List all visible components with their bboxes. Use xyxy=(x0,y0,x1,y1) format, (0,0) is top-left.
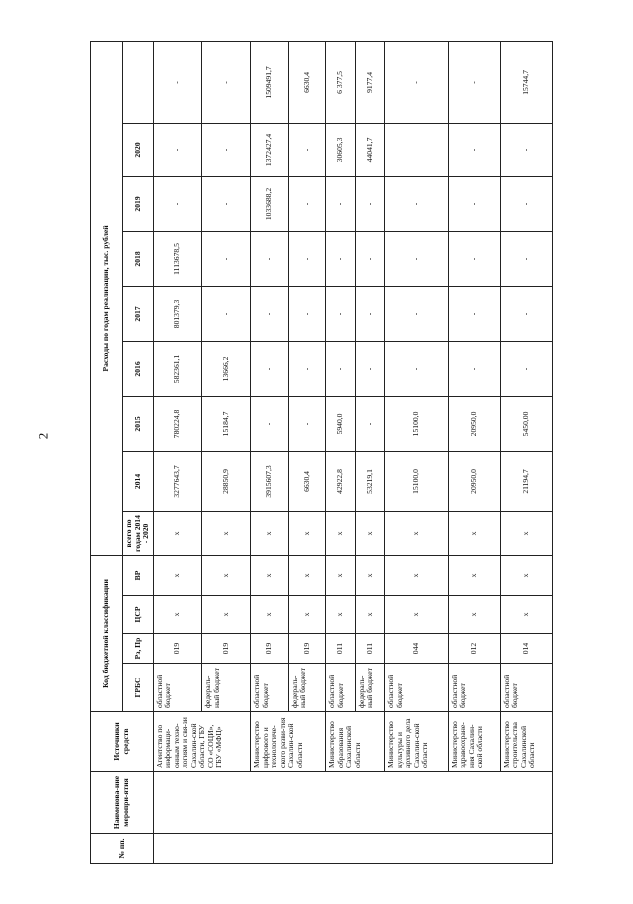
cell-2014: 5940,0 xyxy=(326,396,355,451)
cell-2015: - xyxy=(288,341,325,396)
cell-2016: - xyxy=(251,286,288,341)
cell-vr: x xyxy=(448,511,500,555)
cell-grbs: 019 xyxy=(288,634,325,664)
cell-source: областной бюджет xyxy=(448,664,500,712)
cell-2015: - xyxy=(500,341,552,396)
header-empty xyxy=(123,41,154,123)
cell-2017: 1113678,5 xyxy=(153,231,202,286)
table-row xyxy=(153,41,202,863)
cell-source: федераль-ный бюджет xyxy=(288,664,325,712)
cell-rz: x xyxy=(500,596,552,634)
table-row xyxy=(500,41,552,863)
cell-rz: x xyxy=(288,596,325,634)
header-rz-pr: Рз, Пр xyxy=(123,634,154,664)
cell-2014: - xyxy=(288,396,325,451)
cell-2020: 6 377,5 xyxy=(326,41,355,123)
cell-2018: - xyxy=(153,176,202,231)
cell-2015: - xyxy=(385,341,449,396)
cell-2020: 9177,4 xyxy=(355,41,384,123)
cell-executor: Министерство цифрового и технологиче-ского разви-тия Сахалин-ской области xyxy=(251,712,326,772)
cell-source: областной бюджет xyxy=(326,664,355,712)
cell-2019: - xyxy=(153,123,202,176)
cell-2014: 20950,0 xyxy=(448,396,500,451)
cell-grbs: 044 xyxy=(385,634,449,664)
cell-2017: - xyxy=(355,231,384,286)
cell-executor: Министерство здравоохране-ния Сахалин-ской области xyxy=(448,712,500,772)
cell-executor: Агентство по информаци-онным техно-логиям и свя-зи Сахалин-ской области, ГБУ СО «СОЦИ», ГБУ «МФЦ» xyxy=(153,712,251,772)
cell-2015: 582361,1 xyxy=(153,341,202,396)
cell-2014: 15100,0 xyxy=(385,396,449,451)
cell-vr: x xyxy=(326,511,355,555)
cell-csr: x xyxy=(448,555,500,595)
cell-vr: x xyxy=(288,511,325,555)
header-vr: ВР xyxy=(123,555,154,595)
cell-csr: x xyxy=(385,555,449,595)
table-row xyxy=(251,41,288,863)
cell-vr: x xyxy=(251,511,288,555)
cell-2017: - xyxy=(326,231,355,286)
header-total: всего по годам 2014 - 2020 xyxy=(123,511,154,555)
cell-vr: x xyxy=(500,511,552,555)
cell-grbs: 011 xyxy=(326,634,355,664)
header-year-2018: 2018 xyxy=(123,231,154,286)
header-year-2020: 2020 xyxy=(123,123,154,176)
cell-2019: 30605,3 xyxy=(326,123,355,176)
cell-vr: x xyxy=(153,511,202,555)
cell-executor: Министерство образования Сахалинской области xyxy=(326,712,385,772)
cell-2017: - xyxy=(251,231,288,286)
table-row xyxy=(385,41,449,863)
table-row xyxy=(326,41,355,863)
cell-2016: - xyxy=(355,286,384,341)
cell-grbs: 019 xyxy=(153,634,202,664)
cell-2020: - xyxy=(448,41,500,123)
header-name: Наименова-ние меропри-ятия xyxy=(91,772,154,834)
cell-total: 3915607,3 xyxy=(251,451,288,511)
cell-2020: - xyxy=(202,41,251,123)
header-budget-code: Код бюджетной классификации xyxy=(91,555,123,711)
table-row xyxy=(448,41,500,863)
cell-2018: - xyxy=(326,176,355,231)
cell-2017: - xyxy=(202,231,251,286)
cell-2016: - xyxy=(500,286,552,341)
cell-2018: - xyxy=(448,176,500,231)
cell-2016: - xyxy=(202,286,251,341)
cell-csr: x xyxy=(251,555,288,595)
cell-vr: x xyxy=(385,511,449,555)
header-year-2016: 2016 xyxy=(123,341,154,396)
cell-rz: x xyxy=(448,596,500,634)
cell-rz: x xyxy=(153,596,202,634)
cell-2018: 1033688,2 xyxy=(251,176,288,231)
header-expenses: Расходы по годам реализации, тыс. рублей xyxy=(91,41,123,555)
cell-2020: 6630,4 xyxy=(288,41,325,123)
cell-2019: - xyxy=(448,123,500,176)
cell-2019: - xyxy=(288,123,325,176)
cell-grbs: 014 xyxy=(500,634,552,664)
header-year-2019: 2019 xyxy=(123,176,154,231)
cell-2014: 780224,8 xyxy=(153,396,202,451)
cell-grbs: 019 xyxy=(202,634,251,664)
cell-2016: - xyxy=(385,286,449,341)
cell-2018: - xyxy=(385,176,449,231)
cell-2014: - xyxy=(251,396,288,451)
cell-2016: - xyxy=(448,286,500,341)
cell-total: 6630,4 xyxy=(288,451,325,511)
header-year-2017: 2017 xyxy=(123,286,154,341)
cell-vr: x xyxy=(202,511,251,555)
cell-rz: x xyxy=(251,596,288,634)
cell-total: 53219,1 xyxy=(355,451,384,511)
page-number: 2 xyxy=(35,432,51,440)
header-row xyxy=(91,41,123,863)
cell-csr: x xyxy=(153,555,202,595)
cell-2019: - xyxy=(500,123,552,176)
cell-2016: - xyxy=(326,286,355,341)
cell-2020: - xyxy=(153,41,202,123)
cell-grbs: 019 xyxy=(251,634,288,664)
cell-2020: 15744,7 xyxy=(500,41,552,123)
header-grbs: ГРБС xyxy=(123,664,154,712)
rotated-table-wrapper xyxy=(90,42,553,864)
cell-2016: 801379,3 xyxy=(153,286,202,341)
header-year-2014: 2014 xyxy=(123,451,154,511)
cell-total: 28850,9 xyxy=(202,451,251,511)
cell-2019: 44041,7 xyxy=(355,123,384,176)
cell-source: федераль-ный бюджет xyxy=(355,664,384,712)
header-csr: ЦСР xyxy=(123,596,154,634)
cell-total: 3277643,7 xyxy=(153,451,202,511)
cell-2017: - xyxy=(448,231,500,286)
cell-2015: - xyxy=(326,341,355,396)
cell-2015: - xyxy=(355,341,384,396)
cell-no xyxy=(153,834,553,864)
budget-table xyxy=(90,41,553,864)
cell-executor: Министерство строительства Сахалинской области xyxy=(500,712,552,772)
cell-rz: x xyxy=(355,596,384,634)
cell-2018: - xyxy=(288,176,325,231)
cell-2019: 1372427,4 xyxy=(251,123,288,176)
cell-total: 42922,8 xyxy=(326,451,355,511)
cell-2015: - xyxy=(448,341,500,396)
header-sources: Источники средств xyxy=(91,712,154,772)
cell-csr: x xyxy=(202,555,251,595)
cell-2014: 5450,00 xyxy=(500,396,552,451)
cell-total: 15100,0 xyxy=(385,451,449,511)
cell-vr: x xyxy=(355,511,384,555)
cell-source: федераль-ный бюджет xyxy=(202,664,251,712)
cell-csr: x xyxy=(326,555,355,595)
cell-total: 21194,7 xyxy=(500,451,552,511)
cell-2020: 1509491,7 xyxy=(251,41,288,123)
cell-source: областной бюджет xyxy=(500,664,552,712)
cell-executor: Министерство культуры и архивного дела Сахалин-ской области xyxy=(385,712,449,772)
cell-2017: - xyxy=(288,231,325,286)
cell-total: 20950,0 xyxy=(448,451,500,511)
header-year-2015: 2015 xyxy=(123,396,154,451)
cell-rz: x xyxy=(202,596,251,634)
cell-2018: - xyxy=(202,176,251,231)
cell-csr: x xyxy=(355,555,384,595)
cell-2018: - xyxy=(355,176,384,231)
cell-rz: x xyxy=(385,596,449,634)
cell-rz: x xyxy=(326,596,355,634)
cell-source: областной бюджет xyxy=(385,664,449,712)
cell-2017: - xyxy=(385,231,449,286)
cell-csr: x xyxy=(288,555,325,595)
cell-grbs: 011 xyxy=(355,634,384,664)
cell-2016: - xyxy=(288,286,325,341)
header-no: № пп. xyxy=(91,834,154,864)
cell-2018: - xyxy=(500,176,552,231)
cell-measure-name xyxy=(153,772,553,834)
cell-grbs: 012 xyxy=(448,634,500,664)
cell-csr: x xyxy=(500,555,552,595)
cell-2015: 13666,2 xyxy=(202,341,251,396)
cell-source: областной бюджет xyxy=(251,664,288,712)
cell-2014: 15184,7 xyxy=(202,396,251,451)
cell-2020: - xyxy=(385,41,449,123)
cell-2015: - xyxy=(251,341,288,396)
cell-2014: - xyxy=(355,396,384,451)
cell-source: областной бюджет xyxy=(153,664,202,712)
cell-2017: - xyxy=(500,231,552,286)
cell-2019: - xyxy=(202,123,251,176)
cell-2019 xyxy=(385,123,449,176)
